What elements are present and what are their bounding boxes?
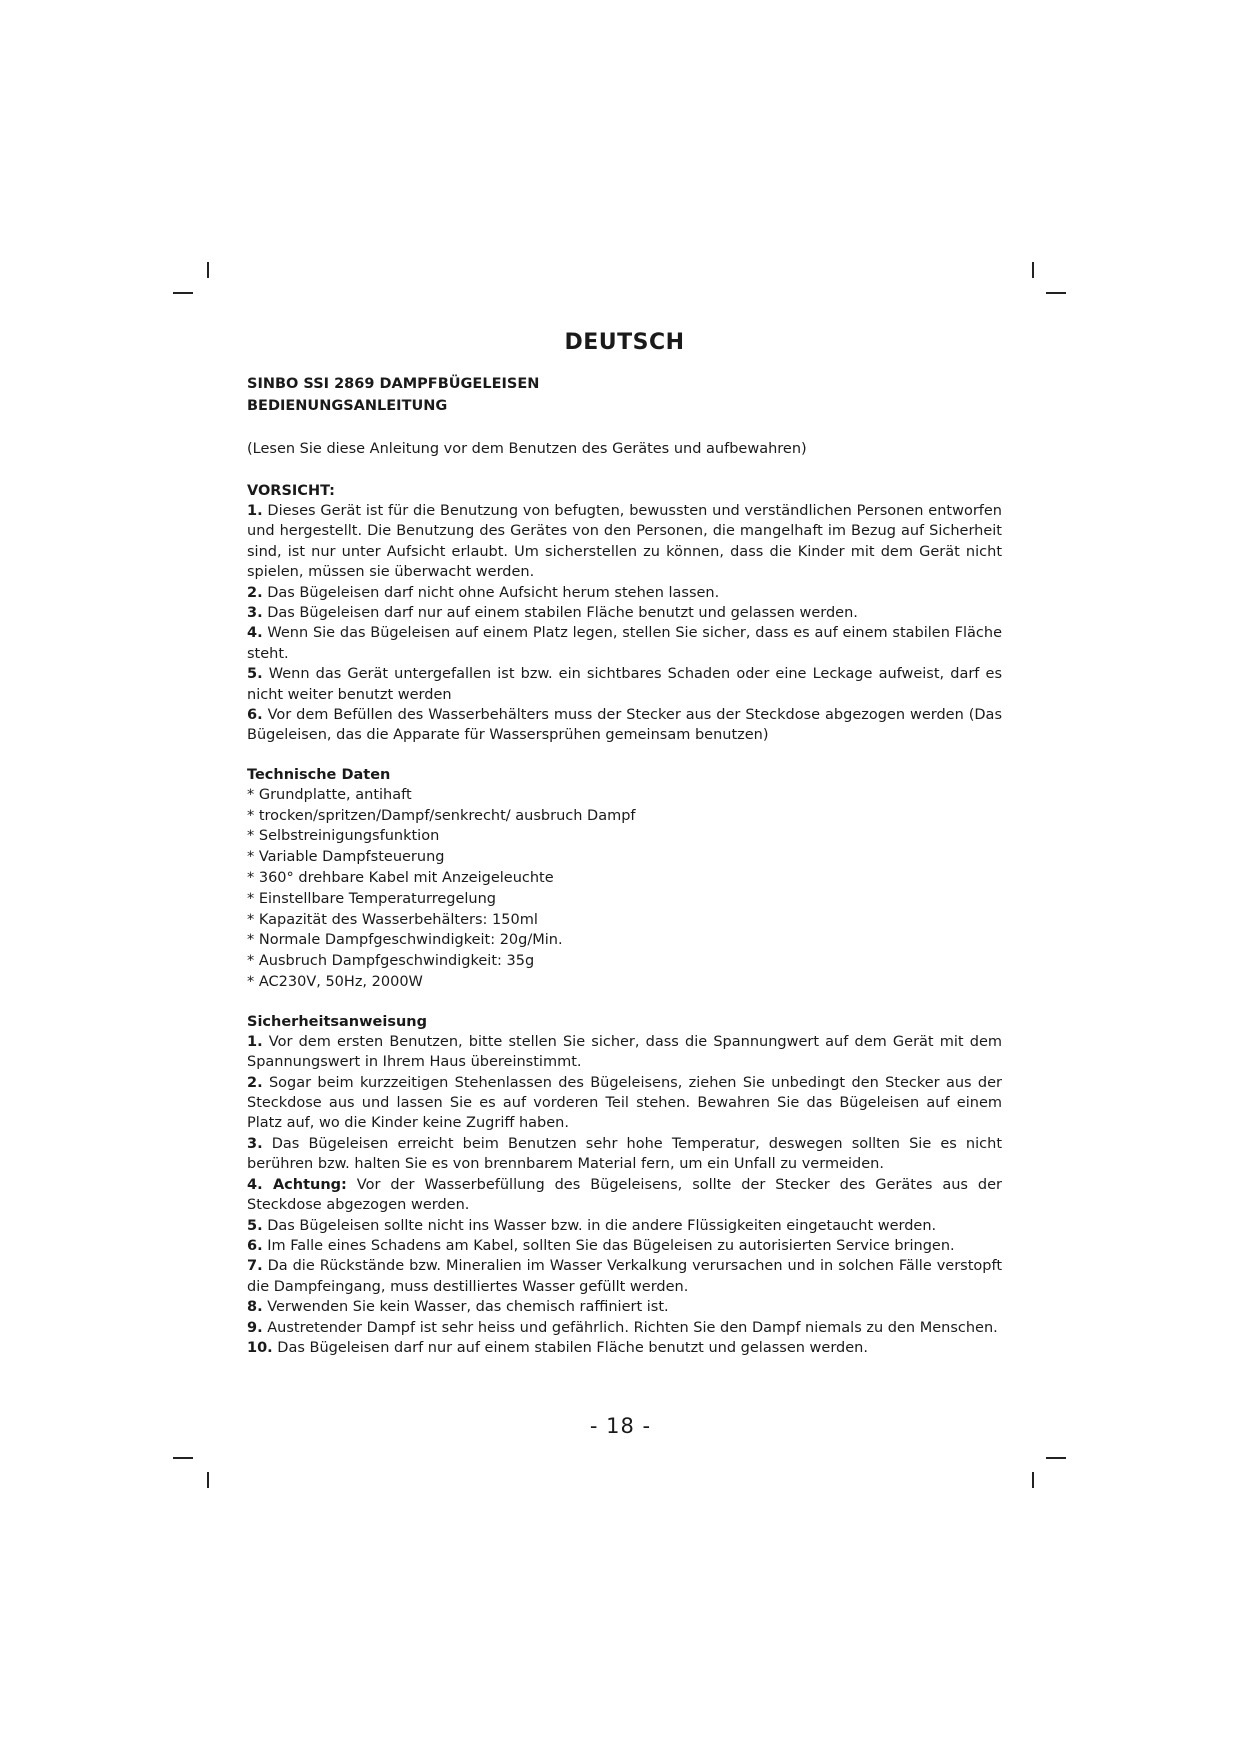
item-text: Das Bügeleisen darf nur auf einem stabilen Fläche benutzt und gelassen werden. [277,1339,868,1356]
item-number: 3. [247,1135,263,1152]
item-number: 6. [247,1237,263,1254]
item-number: 2. [247,584,263,601]
safety-item [247,1073,1002,1134]
caution-title: VORSICHT: [247,483,335,499]
item-text: Im Falle eines Schadens am Kabel, sollten Sie das Bügeleisen zu autorisierten Service bringen. [267,1237,955,1254]
crop-mark-bottom-right-horizontal [1046,1457,1066,1459]
spec-item: * Selbstreinigungsfunktion [247,828,440,845]
caution-item [247,705,1002,746]
safety-item [247,1134,1002,1175]
item-text: Dieses Gerät ist für die Benutzung von befugten, bewussten und verständlichen Personen entworfen und hergestellt. Die Benutzung des Gerätes von den Personen, die mangelhaft im Bezug auf Sicherheit sind, ist nur unter Aufsicht erlaubt. Um sicherstellen zu können, dass die Kinder mit dem Gerät nicht spielen, müssen sie überwacht werden. [247,503,1002,581]
item-text: Das Bügeleisen darf nicht ohne Aufsicht herum stehen lassen. [267,584,720,601]
tech-list [247,785,1002,993]
item-text: Vor der Wasserbefüllung des Bügeleisens, sollte der Stecker des Gerätes aus der Steckdose abgezogen werden. [247,1176,1002,1214]
caution-item [247,603,1002,623]
safety-item [247,1175,1002,1216]
safety-item [247,1032,1002,1073]
item-number: 10. [247,1339,273,1356]
item-number: 2. [247,1074,263,1091]
spec-item: * Einstellbare Temperaturregelung [247,890,497,907]
spec-item: * 360° drehbare Kabel mit Anzeigeleuchte [247,870,554,887]
safety-list [247,1032,1002,1359]
item-text: Das Bügeleisen darf nur auf einem stabilen Fläche benutzt und gelassen werden. [267,605,858,622]
item-text: Vor dem Befüllen des Wasserbehälters muss der Stecker aus der Steckdose abgezogen werden (Das Bügeleisen, das die Apparate für Wassersprühen gemeinsam benutzen) [247,707,1002,744]
safety-item [247,1256,1002,1297]
safety-title: Sicherheitsanweisung [247,1013,427,1030]
item-text: Das Bügeleisen erreicht beim Benutzen sehr hohe Temperatur, deswegen sollten Sie es nicht berühren bzw. halten Sie es von brennbarem Material fern, um ein Unfall zu vermeiden. [247,1135,1003,1173]
item-text: Sogar beim kurzzeitigen Stehenlassen des Bügeleisens, ziehen Sie unbedingt den Stecker aus der Steckdose aus und lassen Sie es auf vorderen Teil stehen. Bewahren Sie das Bügeleisen auf einem Platz auf, wo die Kinder keine Zugriff haben. [247,1074,1003,1132]
item-text: Da die Rückstände bzw. Mineralien im Wasser Verkalkung verursachen und in solchen Fälle verstopft die Dampfeingang, muss destilliertes Wasser gefüllt werden. [247,1258,1003,1295]
item-number: 4. [247,625,263,642]
safety-item [247,1236,1002,1256]
item-number: 9. [247,1319,263,1336]
item-number: 5. [247,1217,263,1234]
crop-mark-top-left-horizontal [173,292,193,294]
item-text: Wenn Sie das Bügeleisen auf einem Platz legen, stellen Sie sicher, dass es auf einem stabilen Fläche steht. [247,625,1003,662]
caution-item [247,623,1002,664]
item-number: 6. [247,707,263,724]
item-number: 1. [247,503,263,519]
safety-item [247,1216,1002,1236]
safety-item [247,1338,1002,1358]
spec-item: * Variable Dampfsteuerung [247,849,445,866]
crop-mark-bottom-left-vertical [207,1472,209,1488]
item-number: 1. [247,1033,263,1050]
manual-title: BEDIENUNGSANLEITUNG [247,398,448,414]
caution-item [247,501,1002,583]
crop-mark-bottom-left-horizontal [173,1457,193,1459]
manual-page [247,330,1002,1358]
intro-note: (Lesen Sie diese Anleitung vor dem Benutzen des Gerätes und aufbewahren) [247,441,807,457]
caution-list [247,501,1002,746]
spec-item: * Normale Dampfgeschwindigkeit: 20g/Min. [247,932,563,949]
spec-item: * Kapazität des Wasserbehälters: 150ml [247,911,538,928]
item-number: 7. [247,1258,263,1275]
item-number: 3. [247,605,263,622]
caution-item [247,664,1002,705]
tech-title: Technische Daten [247,766,391,783]
item-text: Das Bügeleisen sollte nicht ins Wasser bzw. in die andere Flüssigkeiten eingetaucht werden. [267,1217,937,1234]
item-text: Wenn das Gerät untergefallen ist bzw. ein sichtbares Schaden oder eine Leckage aufweist, darf es nicht weiter benutzt werden [247,666,1002,703]
spec-item: * Ausbruch Dampfgeschwindigkeit: 35g [247,953,535,970]
crop-mark-top-left-vertical [207,262,209,278]
caution-item [247,583,1002,603]
safety-item [247,1318,1002,1338]
spec-item: * Grundplatte, antihaft [247,786,412,803]
item-number: 8. [247,1299,263,1316]
crop-mark-top-right-vertical [1032,262,1034,278]
item-number: 4. Achtung: [247,1176,347,1193]
item-text: Verwenden Sie kein Wasser, das chemisch raffiniert ist. [267,1299,669,1316]
safety-item [247,1297,1002,1317]
spec-item: * trocken/spritzen/Dampf/senkrecht/ ausbruch Dampf [247,807,636,824]
crop-mark-top-right-horizontal [1046,292,1066,294]
item-text: Austretender Dampf ist sehr heiss und gefährlich. Richten Sie den Dampf niemals zu den Menschen. [267,1319,998,1336]
spec-item: * AC230V, 50Hz, 2000W [247,974,423,991]
item-number: 5. [247,666,263,683]
crop-mark-bottom-right-vertical [1032,1472,1034,1488]
product-title: SINBO SSI 2869 DAMPFBÜGELEISEN [247,376,540,392]
language-heading: DEUTSCH [564,330,685,355]
page-number: - 18 - [589,1414,652,1438]
item-text: Vor dem ersten Benutzen, bitte stellen Sie sicher, dass die Spannungwert auf dem Gerät mit dem Spannungswert in Ihrem Haus übereinstimmt. [247,1033,1003,1071]
